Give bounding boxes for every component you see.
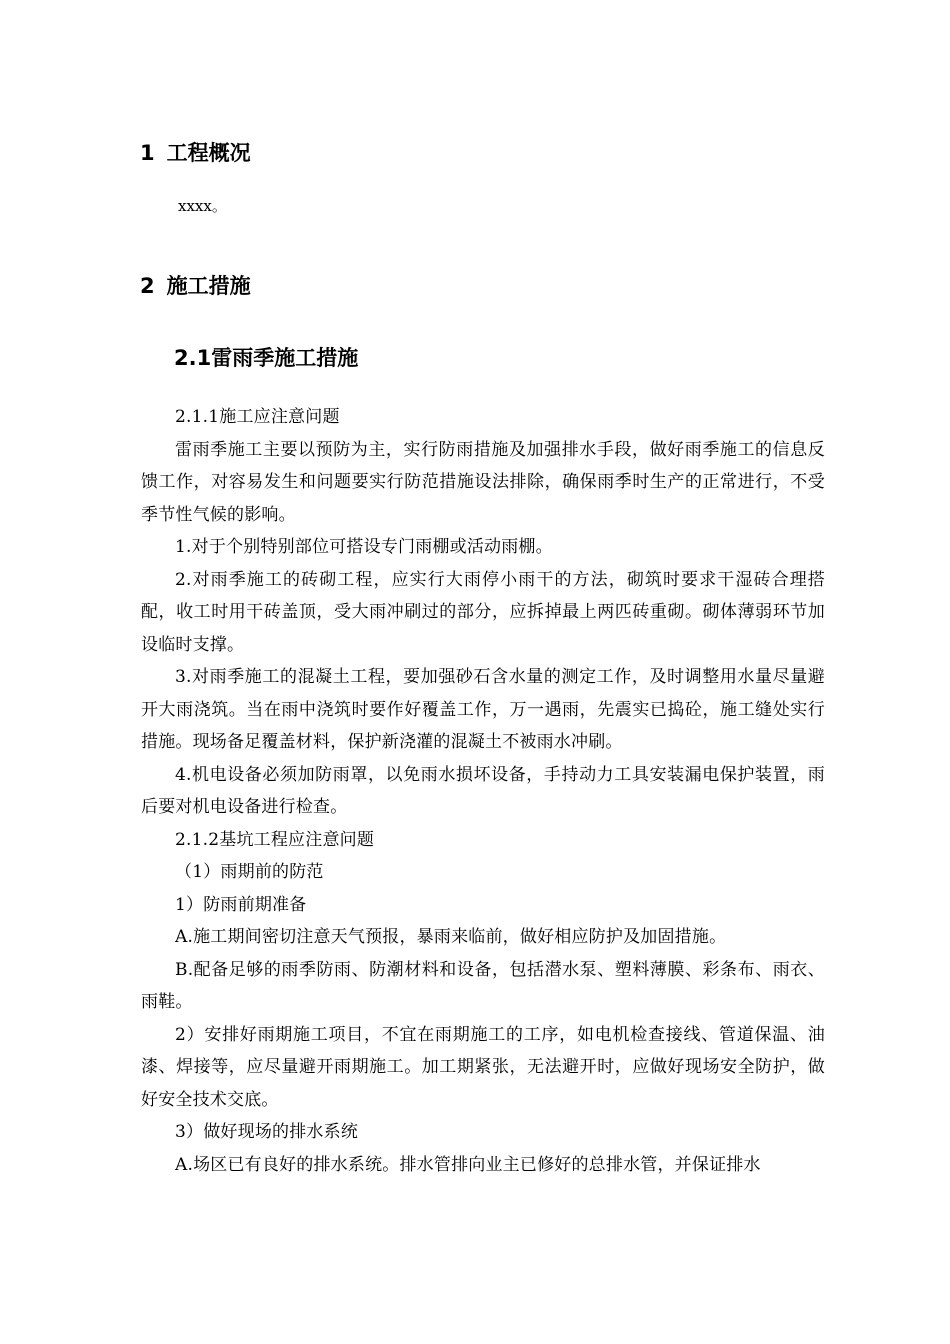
section-2-heading	[140, 272, 251, 300]
paragraph: 1.对于个别特别部位可搭设专门雨棚或活动雨棚。	[175, 537, 553, 557]
section-1-text: xxxx。	[178, 197, 227, 215]
section-1-number: 1	[140, 141, 155, 165]
paragraph: 3.对雨季施工的混凝土工程，要加强砂石含水量的测定工作，及时调整用水量尽量避开大雨浇筑。当在雨中浇筑时要作好覆盖工作，万一遇雨，先震实已捣砼，施工缝处实行措施。现场备足覆盖材料，保护新浇灌的混凝土不被雨水冲刷。	[141, 667, 825, 752]
section-1-title: 工程概况	[166, 141, 251, 165]
paragraph: A.施工期间密切注意天气预报，暴雨来临前，做好相应防护及加固措施。	[175, 927, 727, 947]
paragraph: （1）雨期前的防范	[175, 862, 324, 882]
paragraph: 3）做好现场的排水系统	[175, 1122, 359, 1142]
paragraph: 2.1.2基坑工程应注意问题	[175, 829, 375, 850]
section-2-title: 施工措施	[166, 274, 251, 298]
paragraph: 2）安排好雨期施工项目，不宜在雨期施工的工序，如电机检查接线、管道保温、油漆、焊接等，应尽量避开雨期施工。加工期紧张，无法避开时，应做好现场安全防护，做好安全技术交底。	[141, 1024, 825, 1110]
paragraph: 2.1.1施工应注意问题	[175, 407, 340, 427]
paragraph: 2.对雨季施工的砖砌工程，应实行大雨停小雨干的方法，砌筑时要求干湿砖合理搭配，收工时用干砖盖顶，受大雨冲刷过的部分，应拆掉最上两匹砖重砌。砌体薄弱环节加设临时支撑。	[141, 569, 825, 655]
paragraph: A.场区已有良好的排水系统。排水管排向业主已修好的总排水管，并保证排水	[175, 1154, 761, 1175]
paragraph: 雷雨季施工主要以预防为主，实行防雨措施及加强排水手段，做好雨季施工的信息反馈工作，对容易发生和问题要实行防范措施设法排除，确保雨季时生产的正常进行，不受季节性气候的影响。	[141, 439, 825, 525]
section-2-number: 2	[140, 274, 155, 298]
section-2-1-heading: 2.1雷雨季施工措施	[174, 346, 359, 370]
body-text	[141, 401, 825, 1181]
paragraph: 4.机电设备必须加防雨罩，以免雨水损坏设备，手持动力工具安装漏电保护装置，雨后要对机电设备进行检查。	[141, 764, 825, 817]
section-1-heading	[140, 139, 251, 167]
paragraph: 1）防雨前期准备	[175, 894, 307, 915]
paragraph: B.配备足够的雨季防雨、防潮材料和设备，包括潜水泵、塑料薄膜、彩条布、雨衣、雨鞋。	[141, 959, 825, 1012]
